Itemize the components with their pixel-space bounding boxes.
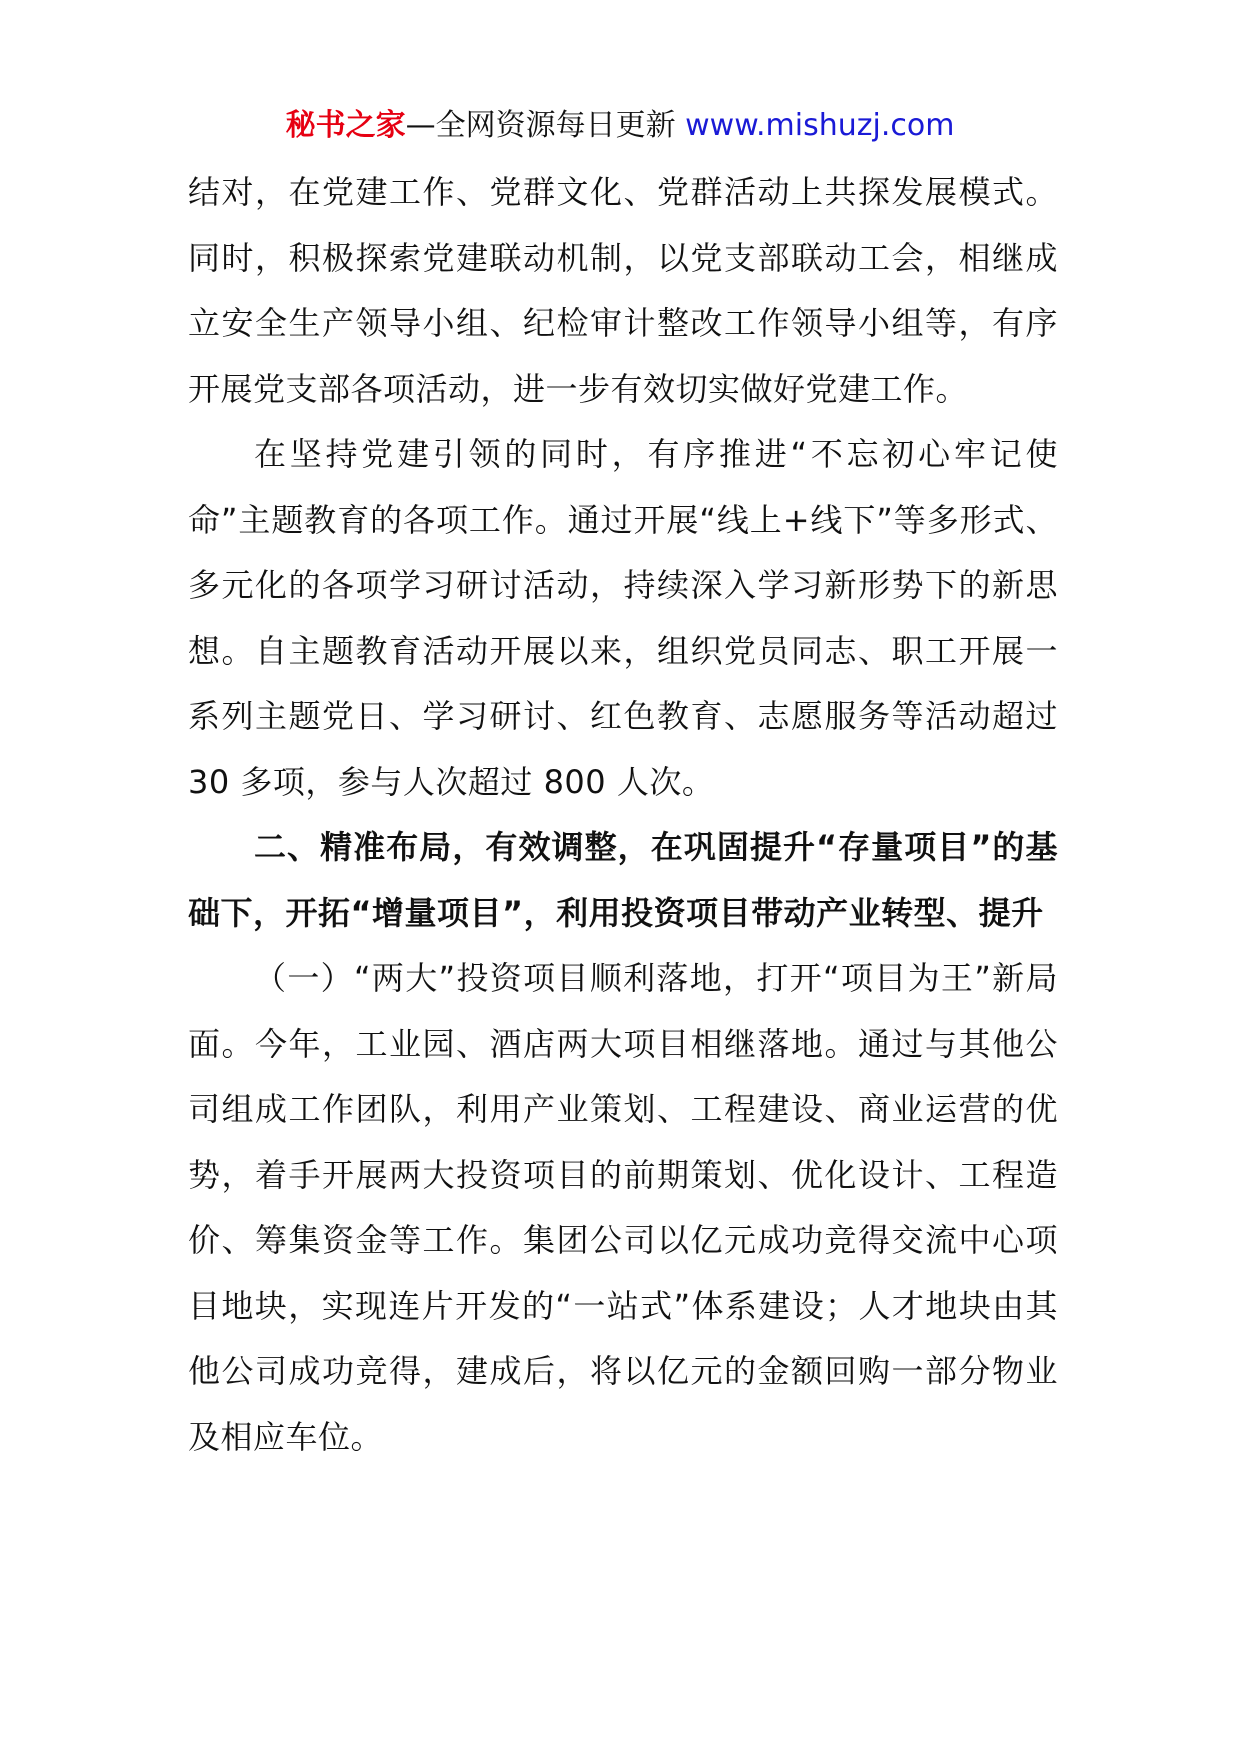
section-heading-2: 二、精准布局，有效调整，在巩固提升“存量项目”的基础下，开拓“增量项目”，利用投资项目带动产业转型、提升: [188, 828, 1058, 932]
paragraph-investment-projects: （一）“两大”投资项目顺利落地，打开“项目为王”新局面。今年，工业园、酒店两大项目相继落地。通过与其他公司组成工作团队，利用产业策划、工程建设、商业运营的优势，着手开展两大投资项目的前期策划、优化设计、工程造价、筹集资金等工作。集团公司以亿元成功竞得交流中心项目地块，实现连片开发的“一站式”体系建设；人才地块由其他公司成功竞得，建成后，将以亿元的金额回购一部分物业及相应车位。: [188, 959, 1058, 1456]
document-body: [188, 160, 1058, 1470]
site-header: [0, 104, 1240, 148]
paragraph-theme-education: 在坚持党建引领的同时，有序推进“不忘初心牢记使命”主题教育的各项工作。通过开展“线上+线下”等多形式、多元化的各项学习研讨活动，持续深入学习新形势下的新思想。自主题教育活动开展以来，组织党员同志、职工开展一系列主题党日、学习研讨、红色教育、志愿服务等活动超过 30 多项，参与人次超过 800 人次。: [188, 435, 1058, 801]
header-slogan: —全网资源每日更新: [405, 108, 676, 143]
brand-name: 秘书之家: [285, 108, 406, 143]
site-url-link[interactable]: www.mishuzj.com: [685, 108, 955, 143]
paragraph-continuation: 结对，在党建工作、党群文化、党群活动上共探发展模式。同时，积极探索党建联动机制，以党支部联动工会，相继成立安全生产领导小组、纪检审计整改工作领导小组等，有序开展党支部各项活动，进一步有效切实做好党建工作。: [188, 173, 1058, 408]
